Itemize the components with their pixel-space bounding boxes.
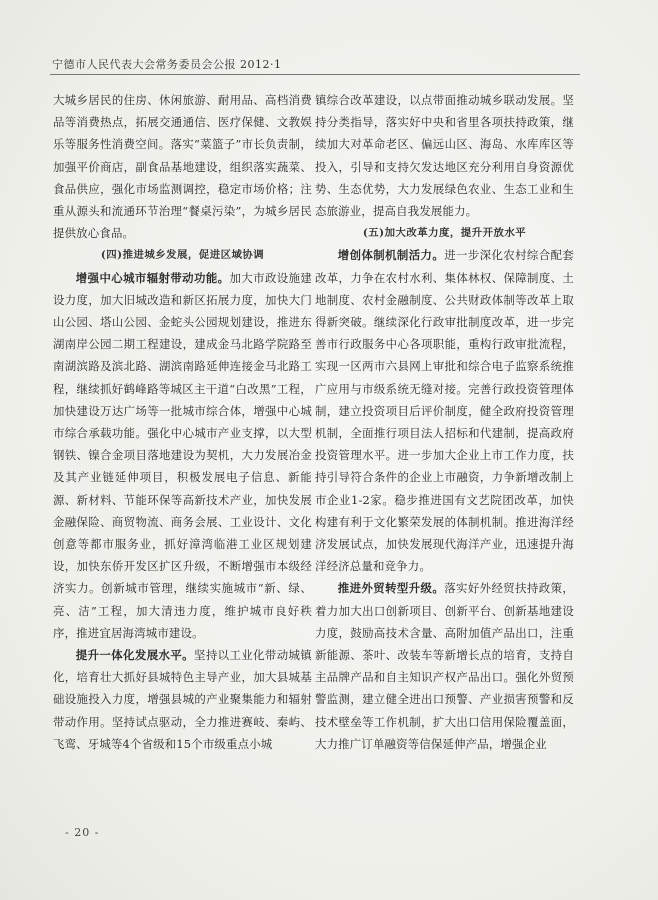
paragraph-body: 加大市政设施建设力度，加大旧城改造和新区拓展力度，加快大门山公园、塔山公园、金蛇头公园规划建设，推进东湖南岸公园二期工程建设，建成金马北路学院路至南湖滨路及滨北路、湖滨南路延伸连接金马北路工程，继续抓好鹤峰路等城区主干道“白改黑”工程，加快建设万达广场等一批城市综合体，增强中心城市综合承载功能。强化中心城市产业支撑，以大型钢铁、镍合金项目落地建设为契机，大力发展冶金及其产业链延伸项目，积极发展电子信息、新能源、新材料、节能环保等高新技术产业，加快发展金融保险、商贸物流、商务会展、工业设计、文化创意等都市服务业，抓好漳湾临港工业区规划建设，加快东侨开发区扩区升级，不断增强市本级经济实力。创新城市管理，继续实施城市“新、绿、亮、洁”工程，加大清违力度，维护城市良好秩序，推进宜居海湾城市建设。: [53, 270, 313, 640]
page-number: - 20 -: [65, 826, 100, 839]
section-heading: (五)加大改革力度，提升开放水平: [362, 227, 527, 240]
paragraph-lead: 提升一体化发展水平。: [75, 648, 194, 663]
paragraph: 大城乡居民的住房、休闲旅游、耐用品、高档消费品等消费热点，拓展交通通信、医疗保健、文教娱乐等服务性消费空间。落实“菜篮子”市长负责制，加强平价商店，副食品基地建设，组织落实蔬菜、食品供应，强化市场监测调控，稳定市场价格；注重从源头和流通环节治理“餐桌污染”，为城乡居民提供放心食品。: [53, 93, 312, 241]
paragraph-body: 进一步深化农村综合配套改革，力争在农村水利、集体林权、保障制度、土地制度、农村金融制度、公共财政体制等改革上取得新突破。继续深化行政审批制度改革，进一步完善市行政服务中心各项职能，重构行政审批流程，实现一区两市六县网上审批和综合电子监察系统推广应用与市级系统无缝对接。完善行政投资管理体制，建立投资项目后评价制度，健全政府投资管理机制，全面推行项目法人招标和代建制，提高政府投资管理水平。进一步加大企业上市工作力度，扶持引导符合条件的企业上市融资，力争新增改制上市企业1-2家。稳步推进国有文艺院团改革，加快构建有利于文化繁荣发展的体制机制。推进海洋经济发展试点，加快发展现代海洋产业，迅速提升海洋经济总量和竞争力。: [315, 248, 574, 574]
right-column: [315, 89, 574, 755]
paragraph-lead: 增强中心城市辐射带动功能。: [75, 270, 230, 285]
running-header: 宁德市人民代表大会常务委员会公报 2012·1: [52, 58, 282, 71]
paragraph: [53, 267, 312, 644]
left-column: [53, 89, 312, 755]
paragraph-lead: 增创体制机制活力。: [337, 248, 445, 263]
paragraph-body: 坚持以工业化带动城镇化，培育壮大抓好县城特色主导产业，加大县城基础设施投入力度，增强县城的产业聚集能力和辐射带动作用。坚持试点驱动，全力推进赛岐、秦屿、飞鸾、牙城等4个省级和15个市级重点小城: [53, 648, 312, 751]
section-heading: (四)推进城乡发展，促进区域协调: [100, 249, 265, 262]
paragraph-lead: 推进外贸转型升级。: [337, 581, 445, 596]
paragraph: [315, 244, 574, 577]
paragraph: [315, 577, 574, 755]
header-rule: [50, 74, 580, 75]
paragraph-body: 落实好外经贸扶持政策，着力加大出口创新项目、创新平台、创新基地建设力度，鼓励高技术含量、高附加值产品出口，注重新能源、茶叶、改装车等新增长点的培育，支持自主品牌产品和自主知识产权产品出口。强化外贸预警监测，建立健全进出口预警、产业损害预警和反技术壁垒等工作机制，扩大出口信用保险覆盖面，大力推广订单融资等信保延伸产品，增强企业: [315, 581, 574, 751]
paragraph: 镇综合改革建设，以点带面推动城乡联动发展。坚持分类指导，落实好中央和省里各项扶持政策，继续加大对革命老区、偏远山区、海岛、水库库区等投入，引导和支持欠发达地区充分利用自身资源优势、生态优势，大力发展绿色农业、生态工业和生态旅游业，提高自我发展能力。: [315, 93, 574, 219]
paragraph: [53, 644, 312, 755]
